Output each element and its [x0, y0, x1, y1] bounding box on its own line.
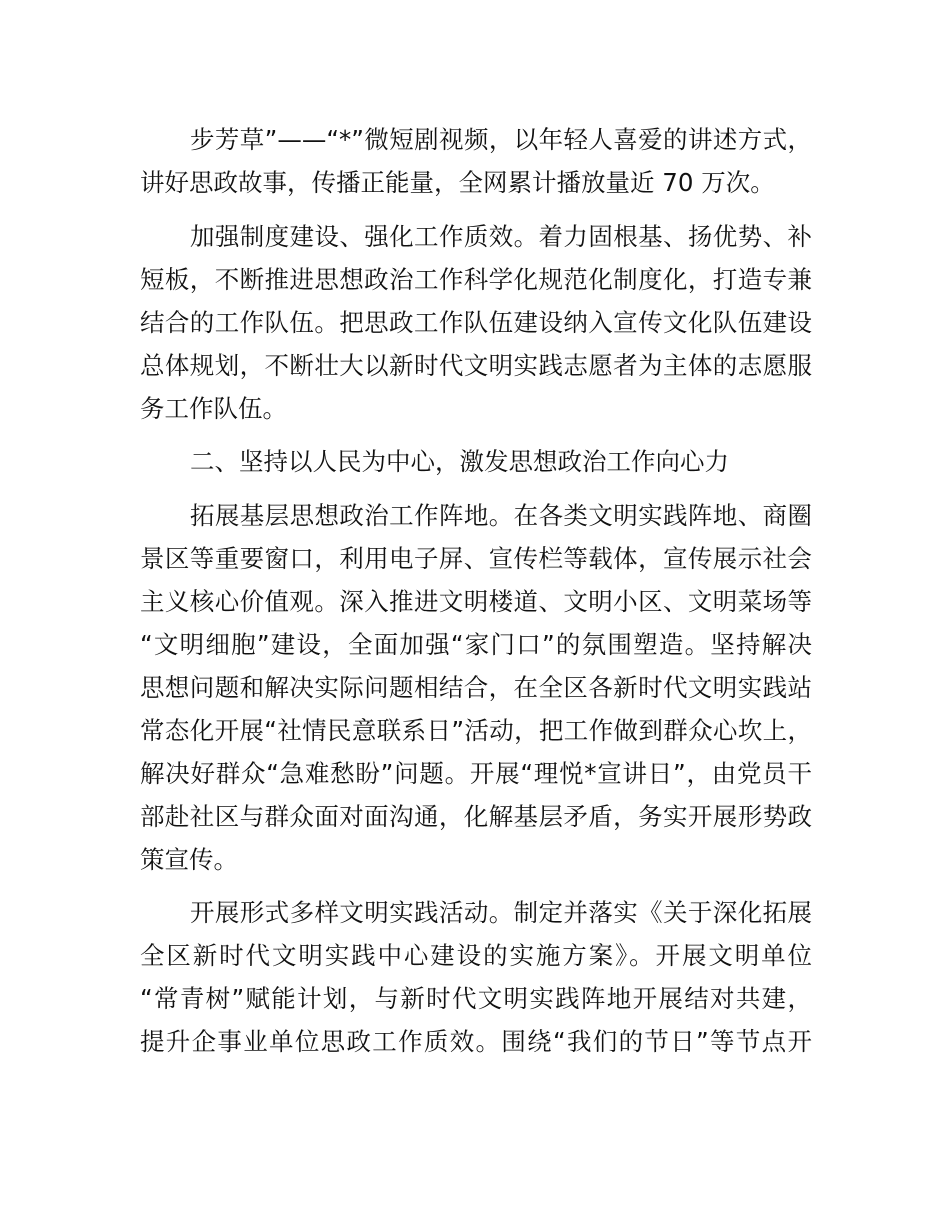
text-line: “常青树”赋能计划，与新时代文明实践阵地开展结对共建， — [140, 984, 812, 1013]
text-line: 务工作队伍。 — [140, 393, 287, 423]
text-line: 全区新时代文明实践中心建设的实施方案》。开展文明单位 — [140, 941, 812, 970]
text-line: 加强制度建设、强化工作质效。着力固根基、扬优势、补 — [190, 221, 812, 251]
text-line: 讲好思政故事，传播正能量，全网累计播放量近 70 万次。 — [140, 168, 775, 197]
text-line: 部赴社区与群众面对面沟通，化解基层矛盾，务实开展形势政 — [140, 801, 812, 831]
paragraph — [140, 118, 812, 204]
text-line: 解决好群众“急难愁盼”问题。开展“理悦*宣讲日”，由党员干 — [140, 758, 812, 788]
paragraph — [140, 494, 812, 881]
document-page — [140, 118, 812, 1074]
text-line: 策宣传。 — [140, 844, 238, 874]
text-line: 开展形式多样文明实践活动。制定并落实《关于深化拓展 — [190, 898, 812, 927]
text-line: 主义核心价值观。深入推进文明楼道、文明小区、文明菜场等 — [140, 586, 812, 616]
paragraph — [140, 891, 812, 1063]
text-line: 景区等重要窗口，利用电子屏、宣传栏等载体，宣传展示社会 — [140, 543, 812, 573]
text-line: 总体规划，不断壮大以新时代文明实践志愿者为主体的志愿服 — [140, 350, 812, 380]
text-line: 二、坚持以人民为中心，激发思想政治工作向心力 — [190, 447, 729, 476]
text-line: 步芳草”——“*”微短剧视频，以年轻人喜爱的讲述方式， — [190, 125, 812, 154]
text-line: 常态化开展“社情民意联系日”活动，把工作做到群众心坎上， — [140, 715, 812, 745]
text-line: 思想问题和解决实际问题相结合，在全区各新时代文明实践站 — [140, 672, 812, 702]
text-line: 短板，不断推进思想政治工作科学化规范化制度化，打造专兼 — [140, 264, 812, 294]
text-line: 拓展基层思想政治工作阵地。在各类文明实践阵地、商圈 — [190, 500, 812, 530]
paragraph — [140, 215, 812, 430]
text-line: 结合的工作队伍。把思政工作队伍建设纳入宣传文化队伍建设 — [140, 307, 812, 337]
text-line: “文明细胞”建设，全面加强“家门口”的氛围塑造。坚持解决 — [140, 629, 812, 659]
section-heading — [140, 440, 812, 483]
text-line: 提升企事业单位思政工作质效。围绕“我们的节日”等节点开 — [140, 1027, 812, 1056]
